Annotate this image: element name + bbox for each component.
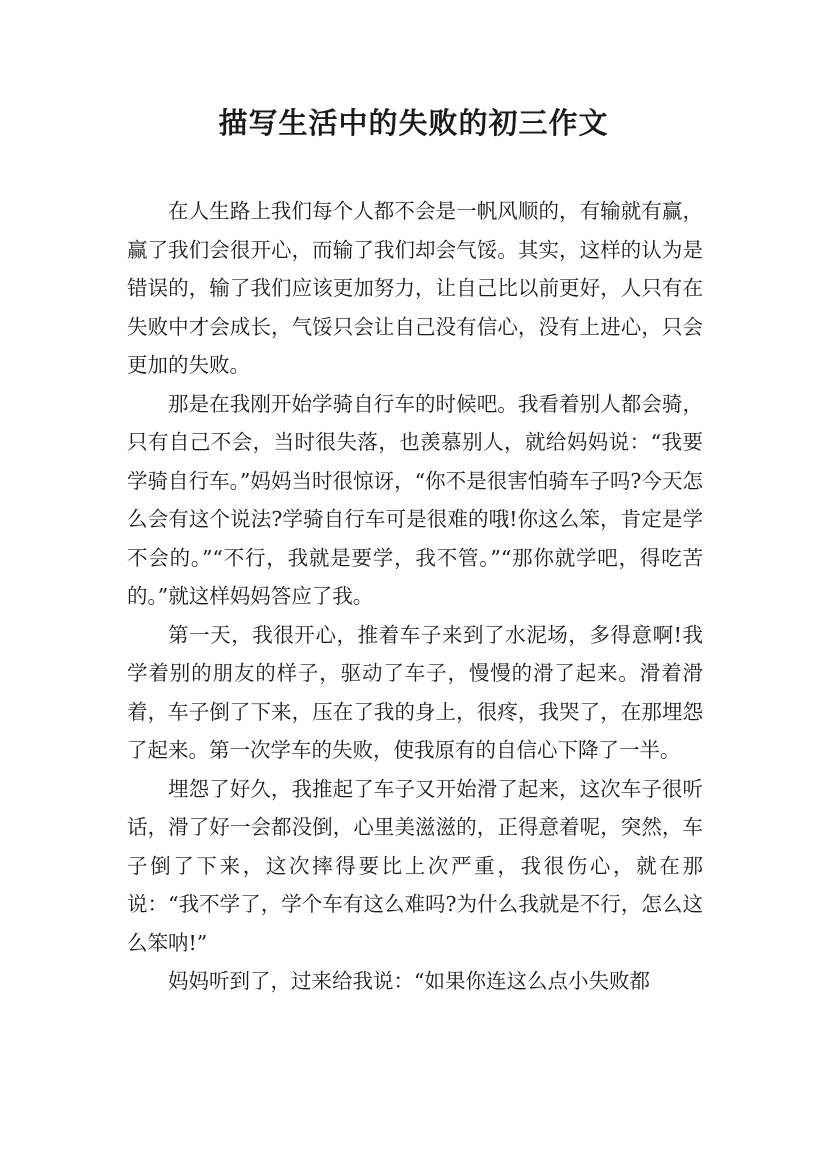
paragraph: 那是在我刚开始学骑自行车的时候吧。我看着别人都会骑，只有自己不会，当时很失落，也羡慕别人，就给妈妈说：“我要学骑自行车。”妈妈当时很惊讶，“你不是很害怕骑车子吗?今天怎么会有这个说法?学骑自行车可是很难的哦!你这么笨，肯定是学不会的。”“不行，我就是要学，我不管。”“那你就学吧，得吃苦的。”就这样妈妈答应了我。	[127, 391, 703, 608]
paragraph: 在人生路上我们每个人都不会是一帆风顺的，有输就有赢，赢了我们会很开心，而输了我们却会气馁。其实，这样的认为是错误的，输了我们应该更加努力，让自己比以前更好，人只有在失败中才会成长，气馁只会让自己没有信心，没有上进心，只会更加的失败。	[127, 199, 703, 377]
paragraph: 第一天，我很开心，推着车子来到了水泥场，多得意啊!我学着别的朋友的样子，驱动了车子，慢慢的滑了起来。滑着滑着，车子倒了下来，压在了我的身上，很疼，我哭了，在那埋怨了起来。第一次学车的失败，使我原有的自信心下降了一半。	[127, 622, 703, 762]
paragraph: 埋怨了好久，我推起了车子又开始滑了起来，这次车子很听话，滑了好一会都没倒，心里美滋滋的，正得意着呢，突然，车子倒了下来，这次摔得要比上次严重，我很伤心，就在那说：“我不学了，学个车有这么难吗?为什么我就是不行，怎么这么笨呐!”	[127, 776, 703, 955]
document-body	[127, 192, 703, 1001]
document-title: 描写生活中的失败的初三作文	[218, 106, 609, 140]
paragraph: 妈妈听到了，过来给我说：“如果你连这么点小失败都	[168, 969, 650, 993]
